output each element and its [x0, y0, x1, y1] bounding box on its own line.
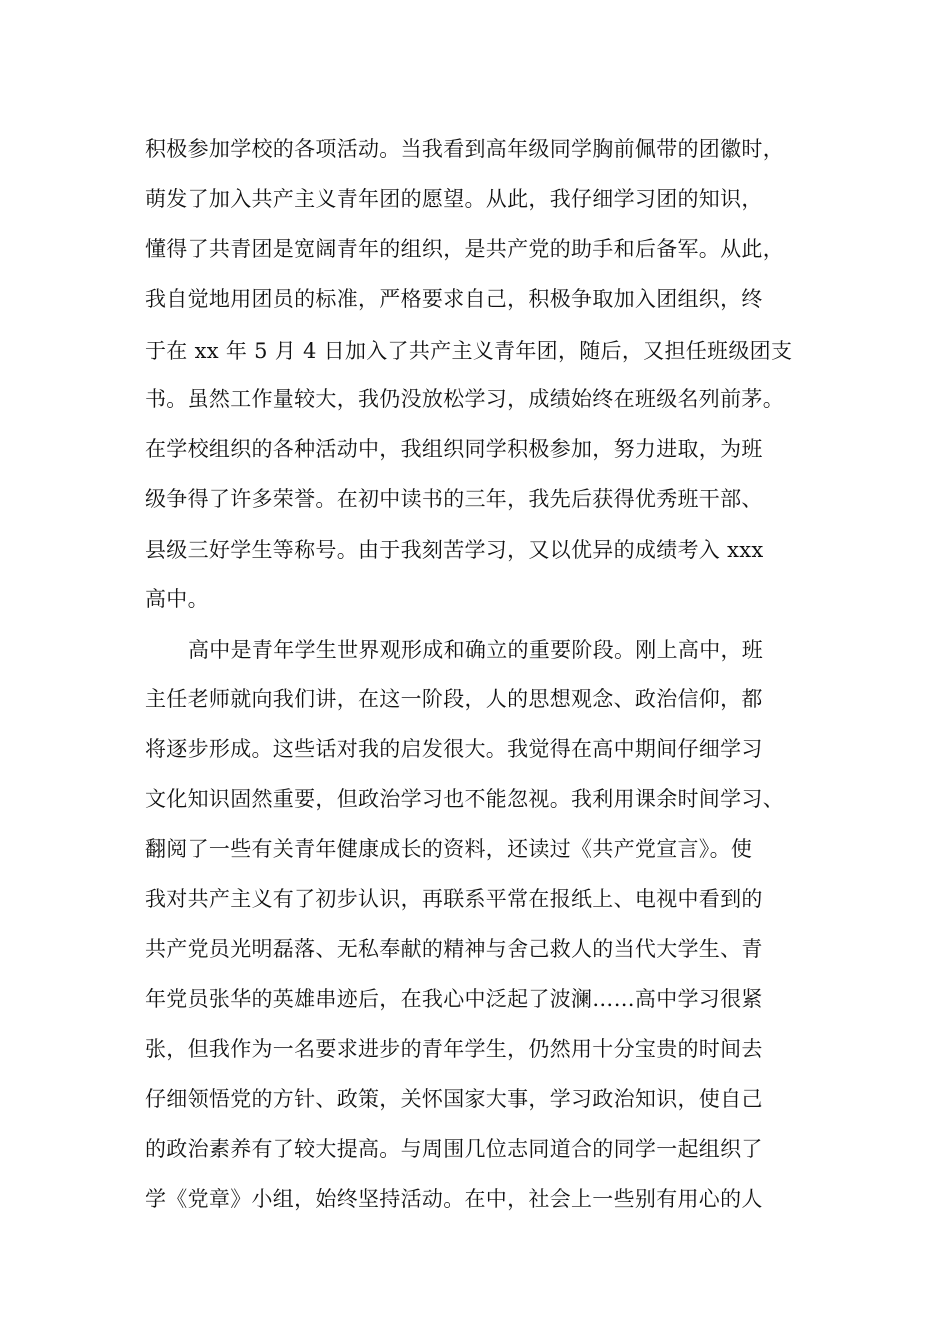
text-line: 萌发了加入共产主义青年团的愿望。从此，我仔细学习团的知识， — [145, 187, 763, 211]
text-line: 文化知识固然重要，但政治学习也不能忽视。我利用课余时间学习、 — [145, 787, 784, 811]
text-line: 张，但我作为一名要求进步的青年学生，仍然用十分宝贵的时间去 — [145, 1037, 763, 1061]
text-line: 于在 xx 年 5 月 4 日加入了共产主义青年团，随后，又担任班级团支 — [145, 339, 793, 363]
text-line: 积极参加学校的各项活动。当我看到高年级同学胸前佩带的团徽时， — [145, 137, 784, 161]
text-line: 懂得了共青团是宽阔青年的组织，是共产党的助手和后备军。从此， — [145, 237, 784, 261]
text-line: 的政治素养有了较大提高。与周围几位志同道合的同学一起组织了 — [145, 1137, 763, 1161]
text-line: 翻阅了一些有关青年健康成长的资料，还读过《共产党宣言》。使 — [145, 837, 753, 861]
text-line: 共产党员光明磊落、无私奉献的精神与舍己救人的当代大学生、青 — [145, 937, 763, 961]
text-line: 书。虽然工作量较大，我仍没放松学习，成绩始终在班级名列前茅。 — [145, 387, 784, 411]
text-line: 年党员张华的英雄串迹后，在我心中泛起了波澜……高中学习很紧 — [145, 987, 763, 1011]
text-line: 学《党章》小组，始终坚持活动。在中，社会上一些别有用心的人 — [145, 1187, 763, 1211]
text-line: 主任老师就向我们讲，在这一阶段，人的思想观念、政治信仰，都 — [145, 687, 763, 711]
text-line: 我对共产主义有了初步认识，再联系平常在报纸上、电视中看到的 — [145, 887, 763, 911]
text-line: 级争得了许多荣誉。在初中读书的三年，我先后获得优秀班干部、 — [145, 487, 763, 511]
text-line: 我自觉地用团员的标准，严格要求自己，积极争取加入团组织，终 — [145, 287, 763, 311]
paragraph-first-line: 高中是青年学生世界观形成和确立的重要阶段。刚上高中，班 — [188, 638, 764, 662]
text-line: 高中。 — [145, 587, 209, 611]
text-line: 仔细领悟党的方针、政策，关怀国家大事，学习政治知识，使自己 — [145, 1087, 763, 1111]
text-line: 将逐步形成。这些话对我的启发很大。我觉得在高中期间仔细学习 — [145, 737, 763, 761]
text-line: 县级三好学生等称号。由于我刻苦学习，又以优异的成绩考入 xxx — [145, 538, 764, 562]
text-line: 在学校组织的各种活动中，我组织同学积极参加，努力进取，为班 — [145, 437, 763, 461]
